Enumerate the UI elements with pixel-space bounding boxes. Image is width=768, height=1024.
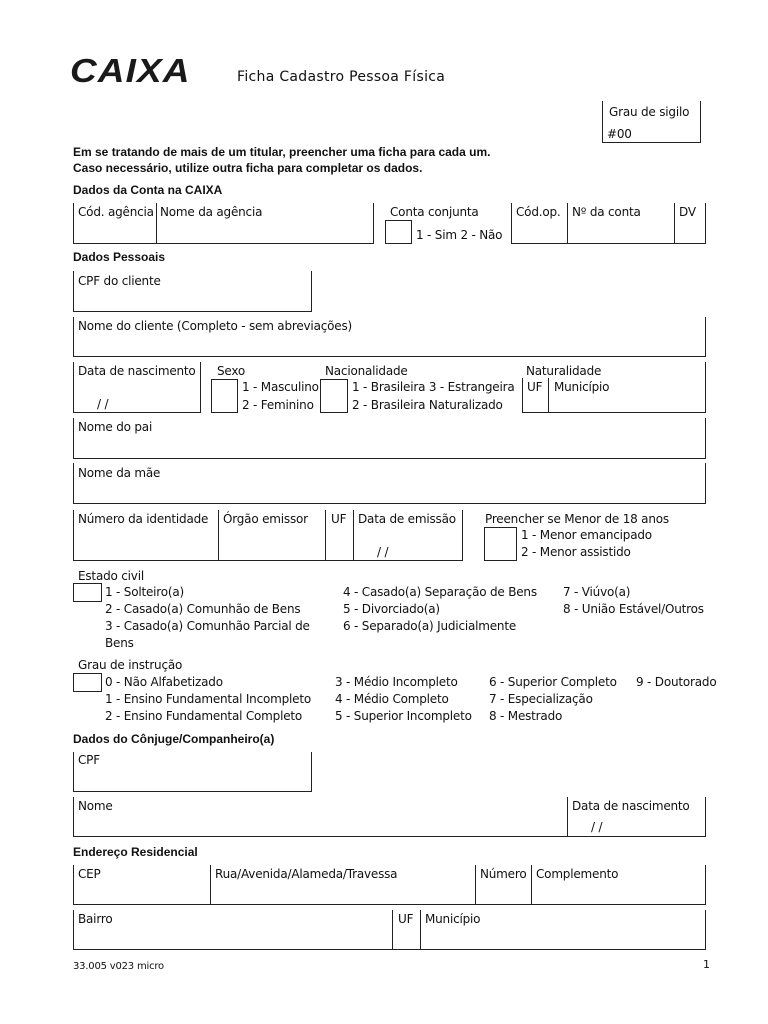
label-orgao-emissor: Órgão emissor xyxy=(223,512,308,526)
end-v5 xyxy=(705,865,706,905)
sigilo-box-bottom xyxy=(602,142,701,143)
data-nascimento-mask: / / xyxy=(97,397,109,411)
pai-bottom xyxy=(73,458,706,459)
instrucao-opt-1: 1 - Ensino Fundamental Incompleto xyxy=(105,692,311,706)
conta-v6 xyxy=(674,203,675,244)
cpf-v2 xyxy=(311,271,312,311)
conj-cpf-v2 xyxy=(311,752,312,792)
mae-bottom xyxy=(73,503,706,504)
label-nac-2: 2 - Brasileira Naturalizado xyxy=(352,398,503,412)
estado-civil-opt-3-cont: Bens xyxy=(105,636,134,650)
form-title: Ficha Cadastro Pessoa Física xyxy=(237,69,446,85)
data-emissao-mask: / / xyxy=(377,545,389,559)
cpf-v1 xyxy=(73,271,74,311)
label-menor-2: 2 - Menor assistido xyxy=(521,545,631,559)
id-v2 xyxy=(218,510,219,560)
instruction-line-2: Caso necessário, utilize outra ficha para completar os dados. xyxy=(73,161,423,175)
label-conjuge-nome: Nome xyxy=(78,799,113,813)
bairro-v1 xyxy=(73,910,74,950)
grau-instrucao-checkbox[interactable] xyxy=(73,673,102,692)
id-v3 xyxy=(325,510,326,560)
instrucao-opt-7: 7 - Especialização xyxy=(489,692,593,706)
conta-v7 xyxy=(705,203,706,244)
caixa-logo: CAIXA xyxy=(70,52,191,89)
conj-nome-v1 xyxy=(73,797,74,837)
instrucao-opt-4: 4 - Médio Completo xyxy=(335,692,449,706)
conj-nome-bottom xyxy=(73,836,706,837)
label-cpf-cliente: CPF do cliente xyxy=(78,274,161,288)
label-naturalidade: Naturalidade xyxy=(526,364,602,378)
instrucao-opt-0: 0 - Não Alfabetizado xyxy=(105,675,223,689)
label-nome-agencia: Nome da agência xyxy=(160,205,263,219)
label-nome-cliente: Nome do cliente (Completo - sem abreviações) xyxy=(78,319,352,333)
instrucao-opt-6: 6 - Superior Completo xyxy=(489,675,617,689)
conta-conjunta-checkbox[interactable] xyxy=(385,220,412,244)
section-endereco: Endereço Residencial xyxy=(73,845,198,859)
label-conjuge-data-nasc: Data de nascimento xyxy=(572,799,690,813)
sigilo-box-right xyxy=(700,101,701,143)
bairro-v3 xyxy=(420,910,421,950)
end-v3 xyxy=(475,865,476,905)
instrucao-opt-3: 3 - Médio Incompleto xyxy=(335,675,458,689)
conta-v3 xyxy=(373,203,374,244)
mae-v1 xyxy=(73,463,74,504)
label-sexo-1: 1 - Masculino xyxy=(242,380,319,394)
label-cod-op: Cód.op. xyxy=(516,205,561,219)
nome-v2 xyxy=(705,317,706,357)
bairro-v2 xyxy=(392,910,393,950)
conj-cpf-v1 xyxy=(73,752,74,792)
label-conjuge-cpf: CPF xyxy=(78,753,100,767)
conj-nome-v3 xyxy=(705,797,706,837)
section-conjuge: Dados do Cônjuge/Companheiro(a) xyxy=(73,732,275,746)
label-numero: Número xyxy=(480,867,527,881)
nasc-bottom xyxy=(73,412,201,413)
instrucao-opt-2: 2 - Ensino Fundamental Completo xyxy=(105,709,303,723)
footer-page-number: 1 xyxy=(703,958,710,971)
conta-v5 xyxy=(567,203,568,244)
label-sexo: Sexo xyxy=(217,364,246,378)
label-identidade-uf: UF xyxy=(331,512,347,526)
label-nac-1: 1 - Brasileira 3 - Estrangeira xyxy=(352,380,515,394)
label-nacionalidade: Nacionalidade xyxy=(325,364,408,378)
conta-bottom-b xyxy=(511,243,706,244)
estado-civil-opt-3: 3 - Casado(a) Comunhão Parcial de xyxy=(105,619,310,633)
end-v4 xyxy=(531,865,532,905)
bairro-v4 xyxy=(705,910,706,950)
estado-civil-opt-6: 6 - Separado(a) Judicialmente xyxy=(343,619,517,633)
label-estado-civil: Estado civil xyxy=(78,569,144,583)
instrucao-opt-9: 9 - Doutorado xyxy=(636,675,717,689)
nome-v1 xyxy=(73,317,74,357)
label-data-nascimento: Data de nascimento xyxy=(78,364,196,378)
pai-v2 xyxy=(705,418,706,458)
nacionalidade-checkbox[interactable] xyxy=(320,379,348,413)
sigilo-box-left xyxy=(602,101,603,143)
sexo-checkbox[interactable] xyxy=(211,379,238,413)
conta-v2 xyxy=(156,203,157,244)
instrucao-opt-5: 5 - Superior Incompleto xyxy=(335,709,472,723)
conta-v1 xyxy=(73,203,74,244)
sigilo-label: Grau de sigilo xyxy=(609,105,690,119)
label-nome-mae: Nome da mãe xyxy=(78,466,161,480)
estado-civil-opt-7: 7 - Viúvo(a) xyxy=(563,585,631,599)
label-num-conta: Nº da conta xyxy=(572,205,641,219)
estado-civil-opt-4: 4 - Casado(a) Separação de Bens xyxy=(343,585,537,599)
end-v1 xyxy=(73,865,74,905)
end-bottom xyxy=(73,904,706,905)
label-conjunta-opts: 1 - Sim 2 - Não xyxy=(416,228,503,242)
estado-civil-opt-2: 2 - Casado(a) Comunhão de Bens xyxy=(105,602,301,616)
nat-bottom xyxy=(522,412,706,413)
label-data-emissao: Data de emissão xyxy=(358,512,456,526)
footer-code: 33.005 v023 micro xyxy=(73,961,164,972)
id-v1 xyxy=(73,510,74,560)
conj-cpf-bottom xyxy=(73,791,312,792)
pai-v1 xyxy=(73,418,74,458)
label-nome-pai: Nome do pai xyxy=(78,420,153,434)
label-cep: CEP xyxy=(78,867,101,881)
label-menor-18: Preencher se Menor de 18 anos xyxy=(485,512,669,526)
id-bottom xyxy=(73,560,463,561)
label-naturalidade-municipio: Município xyxy=(554,380,610,394)
estado-civil-checkbox[interactable] xyxy=(73,583,102,602)
conjuge-data-nasc-mask: / / xyxy=(591,820,603,834)
menor-checkbox[interactable] xyxy=(484,527,517,561)
conj-nome-v2 xyxy=(567,797,568,837)
section-conta: Dados da Conta na CAIXA xyxy=(73,183,223,197)
label-numero-identidade: Número da identidade xyxy=(78,512,209,526)
label-endereco-municipio: Município xyxy=(425,912,481,926)
label-grau-instrucao: Grau de instrução xyxy=(78,658,183,672)
estado-civil-opt-1: 1 - Solteiro(a) xyxy=(105,585,185,599)
bairro-bottom xyxy=(73,949,706,950)
label-rua: Rua/Avenida/Alameda/Travessa xyxy=(215,867,398,881)
id-v5 xyxy=(462,510,463,560)
label-endereco-uf: UF xyxy=(398,912,414,926)
label-cod-agencia: Cód. agência xyxy=(78,205,154,219)
nat-v2 xyxy=(548,378,549,412)
section-pessoais: Dados Pessoais xyxy=(73,250,166,264)
nasc-v2 xyxy=(200,362,201,412)
nasc-v1 xyxy=(73,362,74,412)
nat-v3 xyxy=(705,362,706,412)
label-bairro: Bairro xyxy=(78,912,113,926)
estado-civil-opt-8: 8 - União Estável/Outros xyxy=(563,602,704,616)
id-v4 xyxy=(353,510,354,560)
instrucao-opt-8: 8 - Mestrado xyxy=(489,709,563,723)
conta-bottom-a xyxy=(73,243,373,244)
mae-v2 xyxy=(705,463,706,504)
label-complemento: Complemento xyxy=(536,867,619,881)
label-sexo-2: 2 - Feminino xyxy=(242,398,314,412)
label-naturalidade-uf: UF xyxy=(527,380,543,394)
label-menor-1: 1 - Menor emancipado xyxy=(521,528,652,542)
label-conta-conjunta: Conta conjunta xyxy=(390,205,479,219)
label-dv: DV xyxy=(679,205,696,219)
nat-v1 xyxy=(522,378,523,412)
end-v2 xyxy=(210,865,211,905)
sigilo-value: #00 xyxy=(607,127,632,141)
estado-civil-opt-5: 5 - Divorciado(a) xyxy=(343,602,440,616)
nome-bottom xyxy=(73,356,706,357)
conta-v4 xyxy=(511,203,512,244)
cpf-bottom xyxy=(73,311,312,312)
instruction-line-1: Em se tratando de mais de um titular, preencher uma ficha para cada um. xyxy=(73,145,491,159)
